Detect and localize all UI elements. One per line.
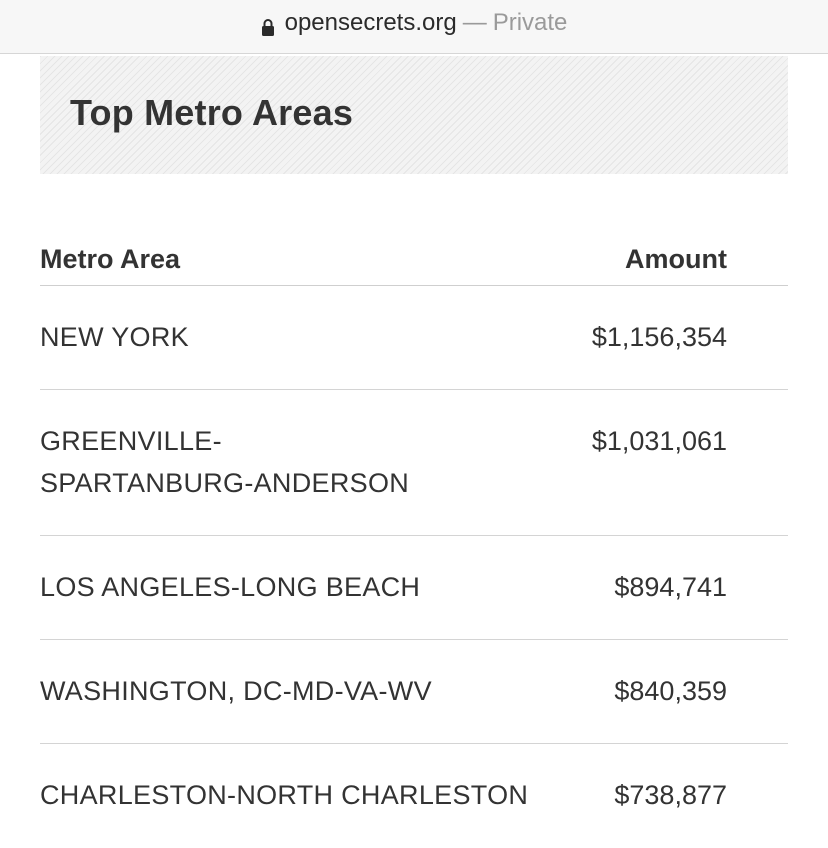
lock-icon — [261, 15, 275, 33]
metro-area-cell: GREENVILLE-SPARTANBURG-ANDERSON — [40, 426, 410, 498]
section-header — [40, 56, 788, 174]
amount-cell: $1,156,354 — [591, 322, 727, 352]
metro-area-cell: WASHINGTON, DC-MD-VA-WV — [40, 676, 432, 706]
table-row — [40, 390, 788, 536]
url-domain: opensecrets.org — [284, 8, 457, 36]
column-header-metro-area: Metro Area — [40, 244, 181, 274]
url-separator: — — [462, 8, 487, 36]
amount-cell: $894,741 — [614, 572, 727, 602]
metro-area-cell: LOS ANGELES-LONG BEACH — [40, 572, 421, 602]
table-row — [40, 286, 788, 390]
address-bar[interactable] — [0, 0, 828, 54]
amount-cell: $840,359 — [614, 676, 727, 706]
column-header-amount: Amount — [625, 244, 727, 274]
table-header — [40, 240, 788, 286]
table-row — [40, 640, 788, 744]
amount-cell: $738,877 — [614, 780, 727, 810]
metro-area-cell: CHARLESTON-NORTH CHARLESTON — [40, 780, 529, 810]
metro-areas-table — [40, 240, 788, 848]
metro-area-cell: NEW YORK — [40, 322, 189, 352]
amount-cell: $1,031,061 — [591, 426, 727, 456]
table-row — [40, 744, 788, 848]
private-mode-label: Private — [492, 8, 568, 36]
table-row — [40, 536, 788, 640]
section-title: Top Metro Areas — [70, 92, 354, 133]
